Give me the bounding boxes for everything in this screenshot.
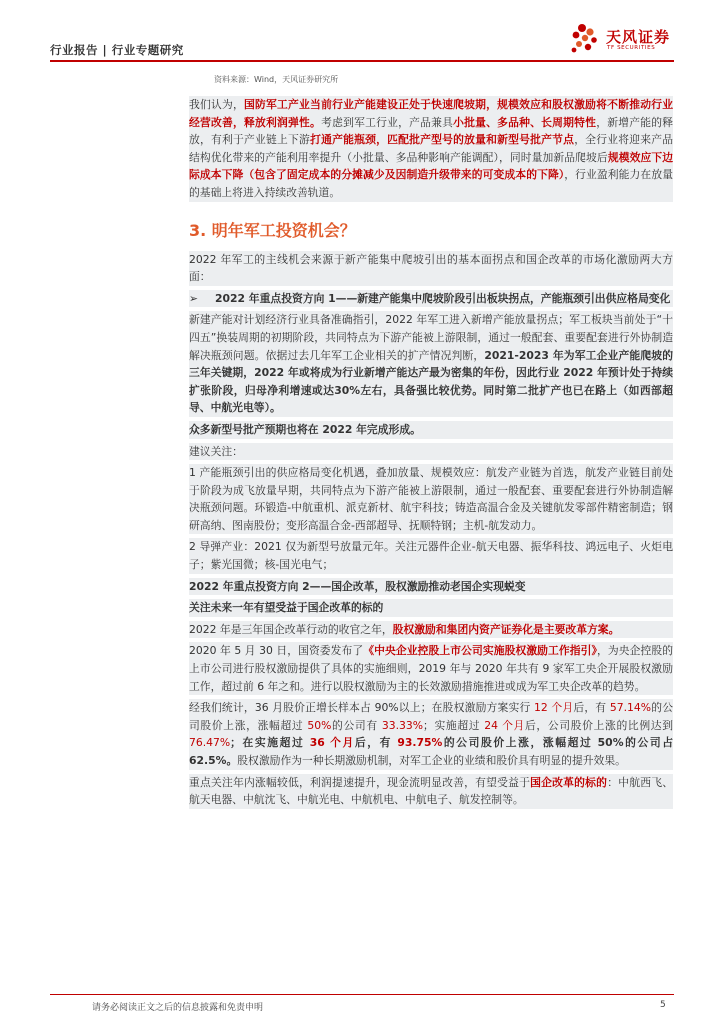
petal-logo-icon bbox=[568, 22, 602, 56]
investment-direction-2: 2022 年重点投资方向 2——国企改革，股权激励推动老国企实现蜕变 bbox=[189, 578, 673, 596]
policy-paragraph bbox=[189, 642, 673, 695]
recommend-label: 建议关注： bbox=[189, 443, 673, 461]
intro-text: 考虑到军工行业，产品兼具 bbox=[321, 115, 454, 129]
stat-text: ；在实施超过 bbox=[230, 736, 310, 750]
stat-text: 后，公司股价上涨的比例达到 bbox=[524, 718, 674, 732]
stat-text: ；实施超过 bbox=[423, 718, 485, 732]
recommend-item-2: 2 导弹产业：2021 仅为新型号放量元年。关注元器件企业-航天电器、振华科技、鸿远电子、火炬电子；紫光国微；核-国光电气； bbox=[189, 538, 673, 573]
stat-text: 后，有 bbox=[573, 701, 610, 715]
paragraph-text: 重点关注年内涨幅较低，利润提速提升，现金流明显改善，有望受益于 bbox=[189, 775, 531, 789]
report-category: 行业报告 | 行业专题研究 bbox=[50, 43, 184, 57]
paragraph-text: 新建产能对计划经济行业具备准确指引，2022 年军工进入新增产能放量拐点；军工板块当前处于“十四五”换装周期的初期阶段，共同特点为下游产能被上游限制，通过一般配套、重要配套进行外协制造解决瓶颈问题。依据过去几年军工企业相关的扩产情况判断， bbox=[189, 313, 673, 362]
focus-companies-paragraph bbox=[189, 774, 673, 809]
header-divider bbox=[50, 60, 674, 62]
section-heading: 3. 明年军工投资机会？ bbox=[189, 220, 356, 240]
soe-focus-heading: 关注未来一年有望受益于国企改革的标的 bbox=[189, 599, 673, 617]
stat-value: 93.75% bbox=[397, 736, 443, 750]
paragraph-text: ，为央企控股的上市公司进行股权激励提供了具体的实施细则，2019 年与 2020 年共有 9 家军工央企开展股权激励工作，超过前 6 年之和。进行以股权激励为主的长效激励措施推进或成为军工央企改革的趋势。 bbox=[189, 644, 674, 693]
logo-chinese-name: 天风证券 bbox=[606, 28, 671, 46]
section-lead: 2022 年军工的主线机会来源于新产能集中爬坡引出的基本面拐点和国企改革的市场化激励两大方面： bbox=[189, 251, 673, 286]
intro-paragraph bbox=[189, 96, 673, 202]
source-note: 资料来源：Wind，天风证券研究所 bbox=[214, 75, 339, 84]
paragraph-text: 2022 年是三年国企改革行动的收官之年， bbox=[189, 622, 393, 636]
footer-divider bbox=[50, 994, 674, 995]
stat-value: 50% bbox=[307, 718, 332, 732]
stat-value: 33.33% bbox=[381, 718, 424, 732]
paragraph-emphasis: 股权激励和集团内资产证券化是主要改革方案。 bbox=[392, 622, 620, 636]
investment-direction-1 bbox=[189, 290, 673, 308]
intro-emphasis: 小批量、多品种、长周期特性 bbox=[453, 115, 597, 129]
paragraph-emphasis: 国企改革的标的 bbox=[530, 775, 608, 789]
stat-value: 76.47% bbox=[189, 736, 231, 750]
stat-text: 经我们统计，36 月股价正增长样本占 90%以上；在股权激励方案实行 bbox=[189, 701, 535, 715]
direction-1-text: 2022 年重点投资方向 1——新建产能集中爬坡阶段引出板块拐点，产能瓶颈引出供应格局变化 bbox=[215, 291, 671, 305]
item-text: 环锻造-中航重机、派克新材、航宇科技；铸造高温合金及关键航发零部件精密制造；钢研高纳、图南股份；变形高温合金-西部超导、抚顺特钢；主机-航发动力。 bbox=[189, 501, 673, 532]
intro-text: ，行业盈利能力在放量的基础上将进入持续改善轨道。 bbox=[189, 168, 673, 199]
stat-text: 的公司股价上涨，涨幅超过 bbox=[189, 701, 674, 732]
disclaimer: 请务必阅读正文之后的信息披露和免责申明 bbox=[92, 1003, 264, 1013]
stat-value: 12 个月 bbox=[534, 701, 574, 715]
stat-text: 的公司有 bbox=[331, 718, 382, 732]
policy-document-title: 《中央企业控股上市公司实施股权激励工作指引》 bbox=[363, 644, 597, 658]
arrow-bullet-icon: ➢ bbox=[189, 291, 199, 305]
item-text: 1 产能瓶颈引出的供应格局变化机遇，叠加放量、规模效应：航发产业链为首选，航发产业链目前处于阶段为成飞放量早期，共同特点为下游产能被上游限制，通过一般配套、重要配套进行外协制造解决瓶颈问题。 bbox=[189, 466, 673, 515]
intro-emphasis: 规模效应下边际成本下降（包含了固定成本的分摊减少及因制造升级带来的可变成本的下降） bbox=[189, 150, 673, 182]
intro-text: ，新增产能的释放，有利于产业链上下游 bbox=[189, 115, 674, 147]
stat-text: 后，有 bbox=[354, 736, 398, 750]
stat-value: 36 个月 bbox=[309, 736, 355, 750]
stat-value: 57.14% bbox=[609, 701, 652, 715]
company-logo bbox=[568, 22, 678, 58]
stat-value: 24 个月 bbox=[484, 718, 525, 732]
capacity-paragraph bbox=[189, 311, 673, 417]
page-number: 5 bbox=[660, 1000, 666, 1010]
soe-reform-paragraph bbox=[189, 621, 673, 639]
intro-text: 我们认为， bbox=[189, 98, 245, 111]
paragraph-emphasis: 2021-2023 年为军工企业产能爬坡的三年关键期，2022 年或将成为行业新增产能达产最为密集的年份，因此行业 2022 年预计处于持续扩张阶段，归母净利增速或达30%左右，具备强比较优势。同时第二批扩产也已在路上（如西部超导、中航光电等）。 bbox=[189, 348, 674, 415]
company-list: ：中航西飞、航天电器、中航沈飞、中航光电、中航机电、中航电子、航发控制等。 bbox=[189, 775, 674, 807]
main-content bbox=[189, 96, 673, 813]
intro-emphasis: 国防军工产业当前行业产能建设正处于快速爬坡期，规模效应和股权激励将不断推动行业经营改善，释放利润弹性。 bbox=[189, 98, 674, 129]
new-model-paragraph: 众多新型号批产预期也将在 2022 年完成形成。 bbox=[189, 421, 673, 439]
page-header bbox=[0, 0, 724, 62]
intro-emphasis: 打通产能瓶颈，匹配批产型号的放量和新型号批产节点 bbox=[310, 133, 575, 147]
stat-text: 股权激励作为一种长期激励机制，对军工企业的业绩和股价具有明显的提升效果。 bbox=[237, 754, 626, 767]
paragraph-text: 2020 年 5 月 30 日，国资委发布了 bbox=[189, 644, 364, 658]
intro-text: ，全行业将迎来产品结构优化带来的产能利用率提升（小批量、多品种影响产能调配），同时量加新品爬坡后 bbox=[189, 133, 674, 164]
recommend-item-1 bbox=[189, 464, 673, 534]
stat-text: 的公司股价上涨，涨幅超过 50%的公司占 62.5%。 bbox=[189, 736, 673, 767]
logo-english-name: TF SECURITIES bbox=[607, 45, 656, 51]
statistics-paragraph bbox=[189, 699, 673, 769]
